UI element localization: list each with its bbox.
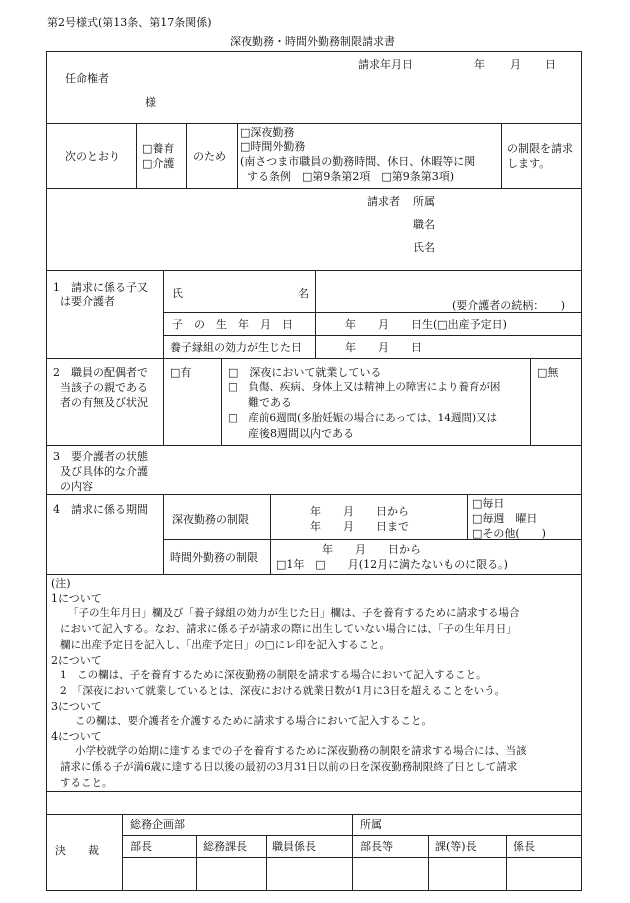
approval-col-subsection-chief: 係長 xyxy=(513,840,535,853)
section1-label-line1: 1 請求に係る子又 xyxy=(53,281,148,294)
note1-line2: において記入する。なお、請求に係る子が請求の際に出生していない場合には、「子の生年月日」 xyxy=(60,623,517,635)
note1-line3: 欄に出産予定日を記入し、「出産予定日」の□にレ印を記入すること。 xyxy=(60,639,391,651)
approval-dept-affiliation: 所属 xyxy=(360,818,382,831)
overtime-from-date[interactable]: 年 月 日から xyxy=(322,543,421,556)
form-title: 深夜勤務・時間外勤務制限請求書 xyxy=(230,35,395,48)
name-label-left: 氏 xyxy=(172,287,183,300)
night-limit-label: 深夜勤務の制限 xyxy=(172,513,249,526)
daily-checkbox[interactable]: □毎日 xyxy=(472,497,505,510)
section2-label-line2: 当該子の親である xyxy=(60,381,148,394)
request-date-label: 請求年月日 xyxy=(358,58,413,71)
approval-col-director: 部長 xyxy=(130,840,152,853)
purpose-tail-line1: の制限を請求 xyxy=(507,142,573,155)
night-to-date[interactable]: 年 月 日まで xyxy=(310,520,409,533)
note4-line3: すること。 xyxy=(60,777,113,789)
approval-dept-general: 総務企画部 xyxy=(130,818,185,831)
section2-label-line1: 2 職員の配偶者で xyxy=(53,366,148,379)
status-item1-checkbox[interactable]: □ 深夜において就業している xyxy=(228,366,382,379)
birth-date-value[interactable]: 年 月 日生(□出産予定日) xyxy=(345,318,507,331)
law-reference-line1: (南さつま市職員の勤務時間、休日、休暇等に関 xyxy=(240,155,476,168)
note2-line1: 1 この欄は、子を養育するために深夜勤務の制限を請求する場合において記入すること。 xyxy=(60,669,487,681)
section3-label-line3: の内容 xyxy=(60,480,93,493)
spouse-no-checkbox[interactable]: □無 xyxy=(537,366,559,379)
note3-line1: この欄は、要介護者を介護するために請求する場合において記入すること。 xyxy=(75,715,432,727)
purpose-lead: 次のとおり xyxy=(65,150,120,163)
other-checkbox[interactable]: □その他( ) xyxy=(472,527,546,540)
note4-line2: 請求に係る子が満6歳に達する日以後の最初の3月31日以前の日を深夜勤務制限終了日として請求 xyxy=(60,761,518,773)
section3-label-line2: 及び具体的な介護 xyxy=(60,465,148,478)
purpose-tail-line2: します。 xyxy=(507,157,551,170)
status-item3-checkbox[interactable]: □ 産前6週間(多胎妊娠の場合にあっては、14週間)又は xyxy=(228,412,498,424)
adoption-date-label: 養子縁組の効力が生じた日 xyxy=(170,341,302,354)
note2-heading: 2について xyxy=(51,654,102,667)
overtime-checkbox[interactable]: □時間外勤務 xyxy=(240,140,306,153)
form-number: 第2号様式(第13条、第17条関係) xyxy=(47,16,212,29)
requester-name: 氏名 xyxy=(413,241,435,254)
appointer-honorific: 様 xyxy=(145,96,156,109)
name-label-right: 名 xyxy=(298,287,309,300)
section3-label-line1: 3 要介護者の状態 xyxy=(53,450,148,463)
approval-col-staff-chief: 職員係長 xyxy=(272,840,316,853)
birth-date-label: 子 の 生 年 月 日 xyxy=(172,318,293,331)
note1-heading: 1について xyxy=(51,592,102,605)
relation-label: (要介護者の続柄： ) xyxy=(452,299,566,312)
adoption-date-value[interactable]: 年 月 日 xyxy=(345,341,422,354)
requester-affiliation: 所属 xyxy=(413,195,435,208)
purpose-for: のため xyxy=(193,150,226,163)
approval-col-general-manager: 総務課長 xyxy=(203,840,247,853)
note1-line1: 「子の生年月日」欄及び「養子縁組の効力が生じた日」欄は、子を養育するために請求する場合 xyxy=(68,607,520,619)
law-reference-line2[interactable]: する条例 □第9条第2項 □第9条第3項) xyxy=(247,170,455,183)
appointer-label: 任命権者 xyxy=(65,72,109,85)
status-item3-line2: 産後8週間以内である xyxy=(248,427,354,440)
section4-label: 4 請求に係る期間 xyxy=(53,503,148,516)
night-work-checkbox[interactable]: □深夜勤務 xyxy=(240,126,295,139)
night-from-date[interactable]: 年 月 日から xyxy=(310,505,409,518)
status-item2-checkbox[interactable]: □ 負傷、疾病、身体上又は精神上の障害により養育が困 xyxy=(228,381,501,393)
note4-line1: 小学校就学の始期に達するまでの子を養育するために深夜勤務の制限を請求する場合には、当該 xyxy=(75,745,527,757)
requester-label: 請求者 xyxy=(367,195,400,208)
approval-label: 決 裁 xyxy=(55,844,99,857)
request-month-label: 月 xyxy=(510,58,521,71)
weekly-checkbox[interactable]: □毎週 曜日 xyxy=(472,512,538,525)
overtime-limit-label: 時間外勤務の制限 xyxy=(170,551,258,564)
section1-label-line2: は要介護者 xyxy=(60,295,115,308)
care-child-checkbox[interactable]: □養育 xyxy=(142,142,175,155)
requester-position: 職名 xyxy=(413,218,435,231)
note4-heading: 4について xyxy=(51,730,102,743)
request-day-label: 日 xyxy=(545,58,556,71)
notes-heading: (注) xyxy=(51,577,71,590)
approval-col-section-chief: 課(等)長 xyxy=(435,840,477,853)
care-family-checkbox[interactable]: □介護 xyxy=(142,157,175,170)
note3-heading: 3について xyxy=(51,700,102,713)
section2-label-line3: 者の有無及び状況 xyxy=(60,396,148,409)
request-year-label: 年 xyxy=(474,58,485,71)
approval-col-director-etc: 部長等 xyxy=(360,840,393,853)
spouse-yes-checkbox[interactable]: □有 xyxy=(170,366,192,379)
status-item2-line2: 難である xyxy=(248,396,292,409)
note2-line2: 2 「深夜において就業しているとは、深夜における就業日数が1月に3日を超えることをいう。 xyxy=(60,685,506,697)
overtime-period-options[interactable]: □1年 □ 月(12月に満たないものに限る。) xyxy=(276,558,508,571)
